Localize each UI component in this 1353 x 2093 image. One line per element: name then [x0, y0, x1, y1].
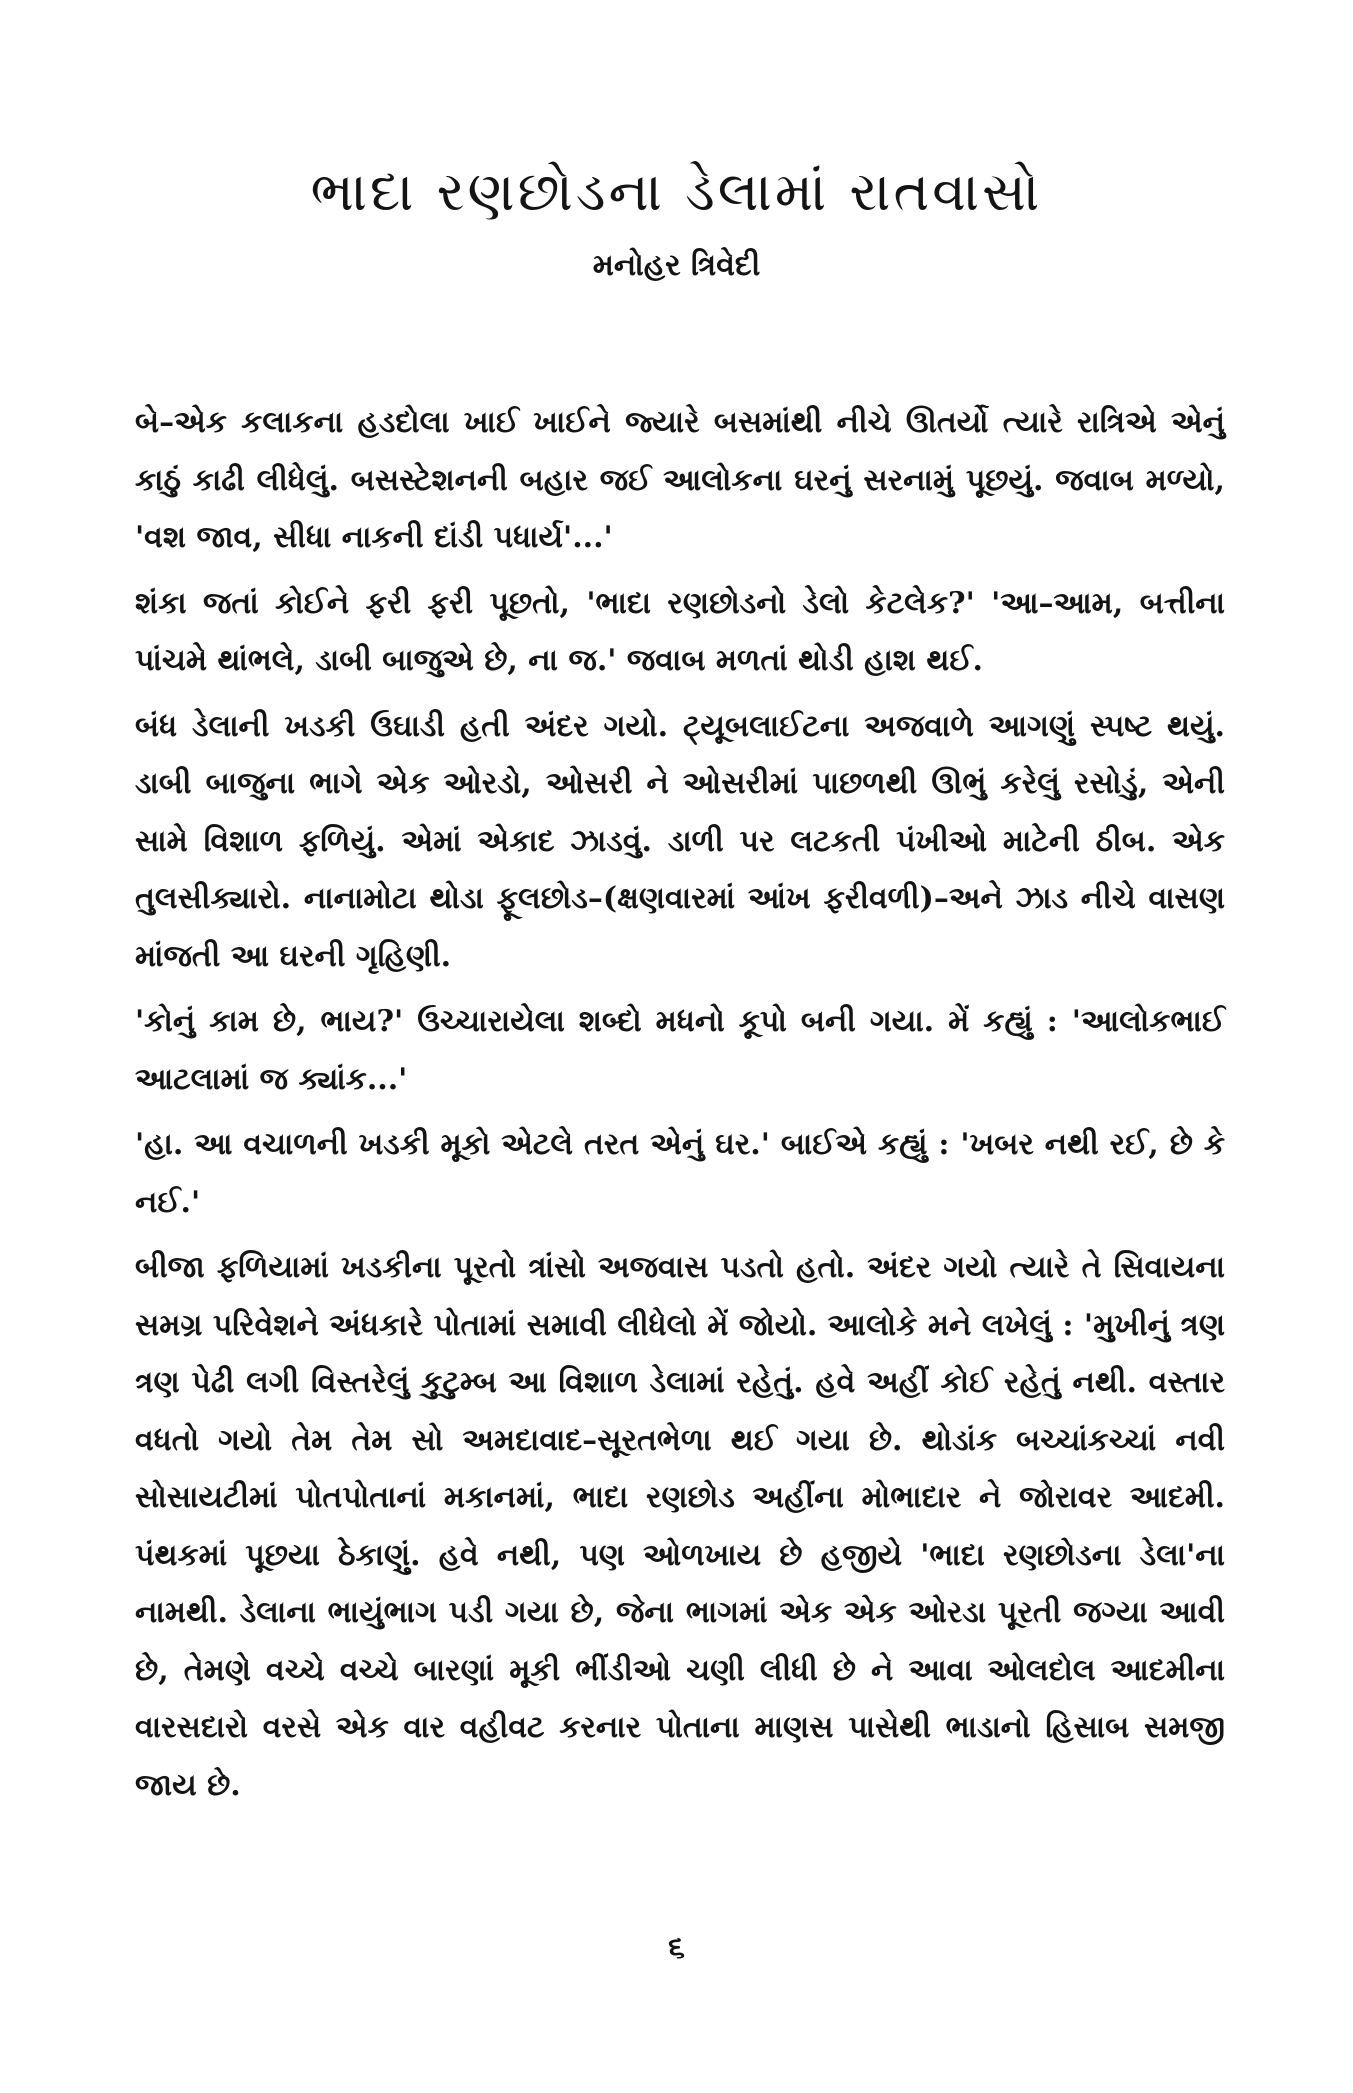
paragraph: બંધ ડેલાની ખડકી ઉઘાડી હતી અંદર ગયો. ટ્યૂબલાઈટના અજવાળે આગણું સ્પષ્ટ થયું. ડાબી બાજુના ભાગે એક ઓરડો, ઓસરી ને ઓસરીમાં પાછળથી ઊભું કરેલું રસોડું, એની સામે વિશાળ ફળિયું. એમાં એકાદ ઝાડવું. ડાળી પર લટકતી પંખીઓ માટેની ઠીબ. એક તુલસીક્યારો. નાનામોટા થોડા ફૂલછોડ–(ક્ષણવારમાં આંખ ફરીવળી)–અને ઝાડ નીચે વાસણ માંજતી આ ઘરની ગૃહિણી.: [135, 708, 1225, 974]
author-name: મનોહર ત્રિવેદી: [592, 248, 761, 283]
page-number: ૬: [668, 1930, 685, 1965]
page-title: ભાદા રણછોડના ડેલામાં રાતવાસો: [310, 160, 1043, 223]
paragraph: 'હા. આ વચાળની ખડકી મૂકો એટલે તરત એનું ઘર.' બાઈએ કહ્યું : 'ખબર નથી રઈ, છે કે નઈ.': [135, 1127, 1225, 1220]
body-text: [135, 394, 1225, 1822]
paragraph: બે–એક કલાકના હડદોલા ખાઈ ખાઈને જ્યારે બસમાંથી નીચે ઊતર્યો ત્યારે રાત્રિએ એનું કાઠું કાઢી લીધેલું. બસસ્ટેશનની બહાર જઈ આલોકના ઘરનું સરનામું પૂછયું. જવાબ મળ્યો, 'વશ જાવ, સીધા નાકની દાંડી પધાર્ય'...': [135, 405, 1225, 555]
paragraph: 'કોનું કામ છે, ભાય?' ઉચ્ચારાયેલા શબ્દો મધનો કૂપો બની ગયા. મેં કહ્યું : 'આલોકભાઈ આટલામાં જ ક્યાંક...': [135, 1004, 1225, 1097]
paragraph: બીજા ફળિયામાં ખડકીના પૂરતો ત્રાંસો અજવાસ પડતો હતો. અંદર ગયો ત્યારે તે સિવાયના સમગ્ર પરિવેશને અંધકારે પોતામાં સમાવી લીધેલો મેં જોયો. આલોકે મને લખેલું : 'મુખીનું ત્રણ ત્રણ પેઢી લગી વિસ્તરેલું કુટુમ્બ આ વિશાળ ડેલામાં રહેતું. હવે અહીં કોઈ રહેતું નથી. વસ્તાર વધતો ગયો તેમ તેમ સો અમદાવાદ–સૂરતભેળા થઈ ગયા છે. થોડાંક બચ્ચાંકચ્ચાં નવી સોસાયટીમાં પોતપોતાનાં મકાનમાં, ભાદા રણછોડ અહીંના મોભાદાર ને જોરાવર આદમી. પંથકમાં પૂછયા ઠેકાણું. હવે નથી, પણ ઓળખાય છે હજીયે 'ભાદા રણછોડના ડેલા'ના નામથી. ડેલાના ભાયુંભાગ પડી ગયા છે, જેના ભાગમાં એક એક ઓરડા પૂરતી જગ્યા આવી છે, તેમણે વચ્ચે વચ્ચે બારણાં મૂકી ભીંડીઓ ચણી લીધી છે ને આવા ઓલદોલ આદમીના વારસદારો વરસે એક વાર વહીવટ કરનાર પોતાના માણસ પાસેથી ભાડાનો હિસાબ સમજી જાય છે.: [135, 1250, 1225, 1803]
paragraph: શંકા જતાં કોઈને ફરી ફરી પૂછતો, 'ભાદા રણછોડનો ડેલો કેટલેક?' 'આ–આમ, બત્તીના પાંચમે થાંભલે, ડાબી બાજુએ છે, ના જ.' જવાબ મળતાં થોડી હાશ થઈ.: [135, 585, 1225, 678]
